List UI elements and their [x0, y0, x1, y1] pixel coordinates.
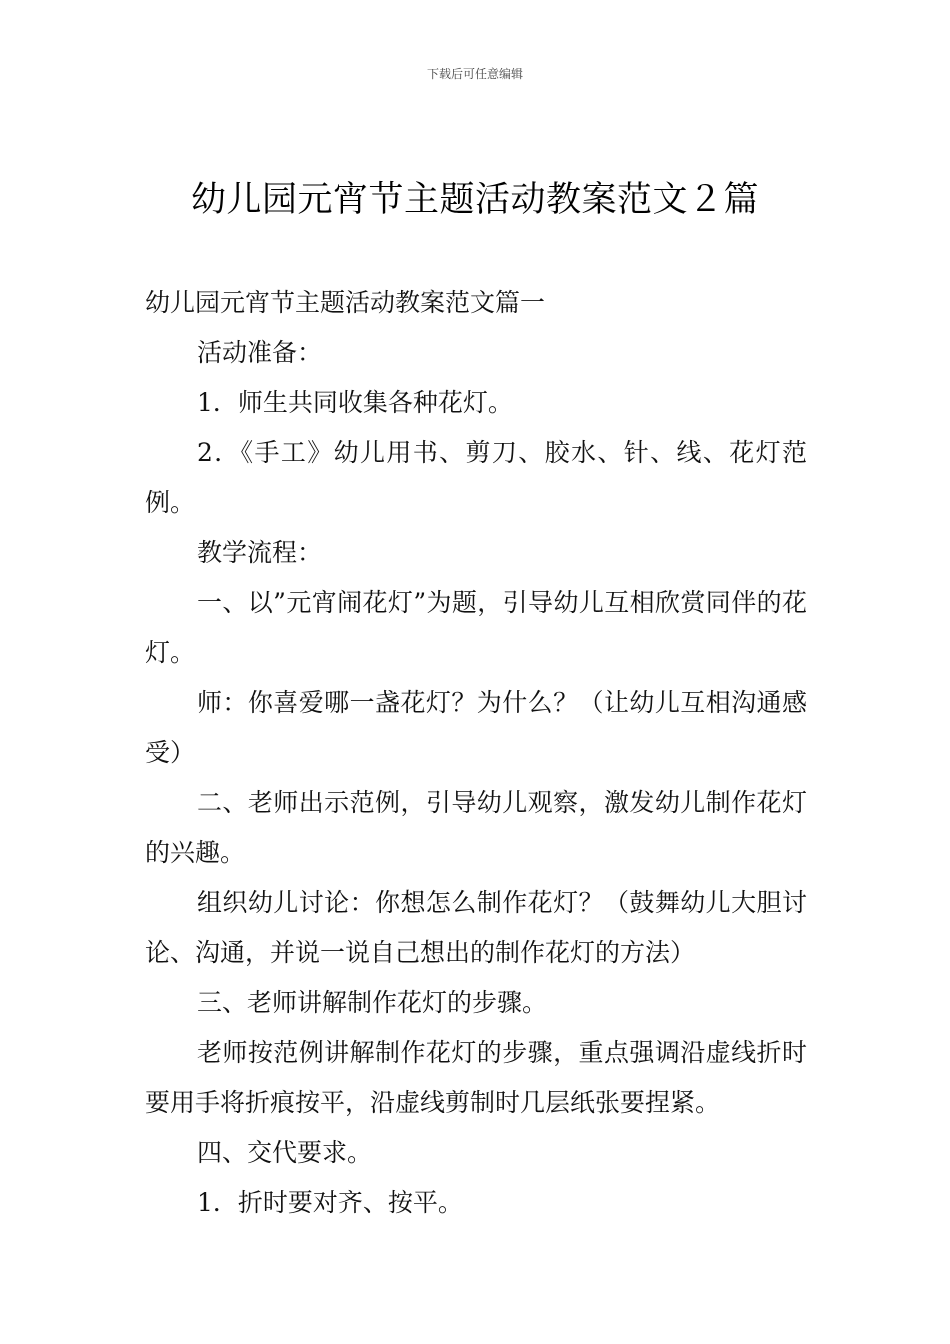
paragraph: 2．《手工》幼儿用书、剪刀、胶水、针、线、花灯范例。 — [145, 438, 807, 517]
paragraph: 活动准备： — [197, 338, 323, 367]
paragraph: 三、老师讲解制作花灯的步骤。 — [197, 988, 548, 1017]
section-heading: 幼儿园元宵节主题活动教案范文篇一 — [145, 288, 546, 317]
paragraph: 1．折时要对齐、按平。 — [197, 1188, 463, 1217]
paragraph: 四、交代要求。 — [197, 1138, 373, 1167]
paragraph: 1．师生共同收集各种花灯。 — [197, 388, 513, 417]
paragraph: 老师按范例讲解制作花灯的步骤，重点强调沿虚线折时要用手将折痕按平，沿虚线剪制时几层纸张要捏紧。 — [145, 1038, 807, 1117]
document-title: 幼儿园元宵节主题活动教案范文２篇 — [190, 180, 759, 220]
document-body — [145, 278, 807, 1228]
header-note: 下载后可任意编辑 — [426, 67, 523, 81]
paragraph: 二、老师出示范例，引导幼儿观察，激发幼儿制作花灯的兴趣。 — [145, 788, 807, 867]
paragraph: 师：你喜爱哪一盏花灯？为什么？（让幼儿互相沟通感受） — [145, 688, 807, 767]
paragraph: 一、以”元宵闹花灯”为题，引导幼儿互相欣赏同伴的花灯。 — [145, 588, 807, 667]
paragraph: 组织幼儿讨论：你想怎么制作花灯？（鼓舞幼儿大胆讨论、沟通，并说一说自己想出的制作花灯的方法） — [145, 888, 807, 967]
paragraph: 教学流程： — [197, 538, 323, 567]
